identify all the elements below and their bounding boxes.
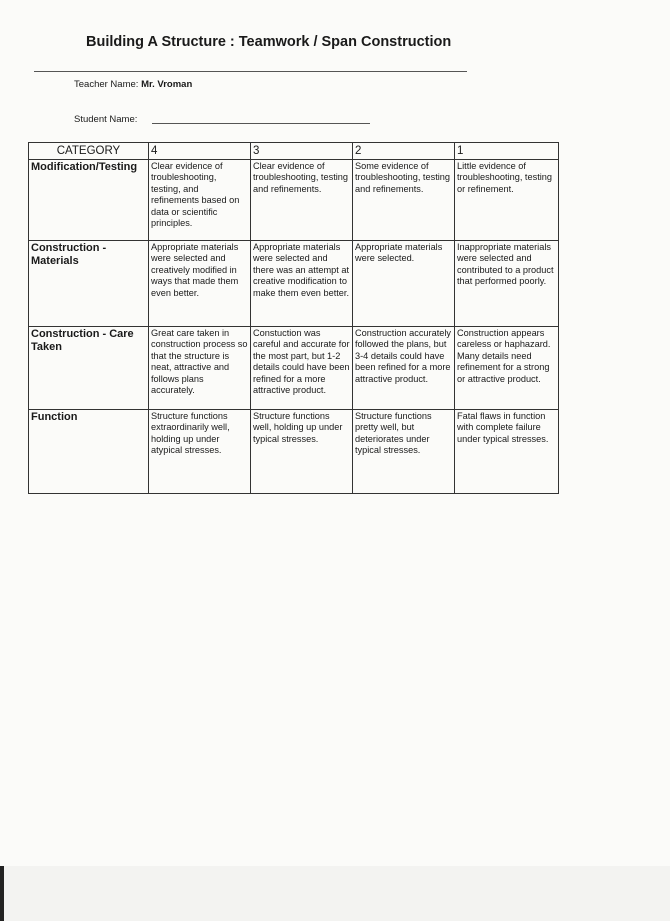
rubric-table <box>28 142 559 494</box>
category-cell: Modification/Testing <box>29 160 149 241</box>
criteria-cell-4: Clear evidence of troubleshooting, testing, and refinements based on data or scientific principles. <box>149 160 251 241</box>
rubric-row-construction-care <box>29 327 559 410</box>
criteria-cell-2: Structure functions pretty well, but deteriorates under typical stresses. <box>353 410 455 494</box>
criteria-cell-1: Construction appears careless or haphazard. Many details need refinement for a strong or attractive product. <box>455 327 559 410</box>
rubric-header-row <box>29 143 559 160</box>
criteria-cell-2: Some evidence of troubleshooting, testing and refinements. <box>353 160 455 241</box>
criteria-cell-3: Clear evidence of troubleshooting, testing and refinements. <box>251 160 353 241</box>
scan-bottom-band <box>0 866 670 921</box>
criteria-cell-3: Constuction was careful and accurate for the most part, but 1-2 details could have been refined for a more attractive product. <box>251 327 353 410</box>
student-label: Student Name: <box>74 114 138 125</box>
category-cell: Function <box>29 410 149 494</box>
teacher-name: Mr. Vroman <box>141 79 193 90</box>
rubric-row-modification-testing <box>29 160 559 241</box>
criteria-cell-4: Structure functions extraordinarily well, holding up under atypical stresses. <box>149 410 251 494</box>
criteria-cell-3: Appropriate materials were selected and there was an attempt at creative modification to make them even better. <box>251 241 353 327</box>
rubric-row-function <box>29 410 559 494</box>
category-cell: Construction - Materials <box>29 241 149 327</box>
title-divider <box>34 71 467 72</box>
scan-edge-shadow <box>0 866 4 921</box>
rubric-row-construction-materials <box>29 241 559 327</box>
header-score-2: 2 <box>353 143 455 160</box>
header-score-1: 1 <box>455 143 559 160</box>
category-cell: Construction - Care Taken <box>29 327 149 410</box>
criteria-cell-1: Little evidence of troubleshooting, testing or refinement. <box>455 160 559 241</box>
teacher-label: Teacher Name: <box>74 79 139 90</box>
header-score-3: 3 <box>251 143 353 160</box>
criteria-cell-2: Appropriate materials were selected. <box>353 241 455 327</box>
student-name-blank <box>152 123 370 124</box>
criteria-cell-4: Appropriate materials were selected and creatively modified in ways that made them even better. <box>149 241 251 327</box>
criteria-cell-1: Inappropriate materials were selected and contributed to a product that performed poorly. <box>455 241 559 327</box>
header-score-4: 4 <box>149 143 251 160</box>
criteria-cell-1: Fatal flaws in function with complete failure under typical stresses. <box>455 410 559 494</box>
criteria-cell-4: Great care taken in construction process so that the structure is neat, attractive and follows plans accurately. <box>149 327 251 410</box>
header-category: CATEGORY <box>29 143 149 160</box>
criteria-cell-3: Structure functions well, holding up under typical stresses. <box>251 410 353 494</box>
criteria-cell-2: Construction accurately followed the plans, but 3-4 details could have been refined for a more attractive product. <box>353 327 455 410</box>
page-title: Building A Structure : Teamwork / Span Construction <box>86 34 452 50</box>
teacher-line <box>74 79 192 90</box>
